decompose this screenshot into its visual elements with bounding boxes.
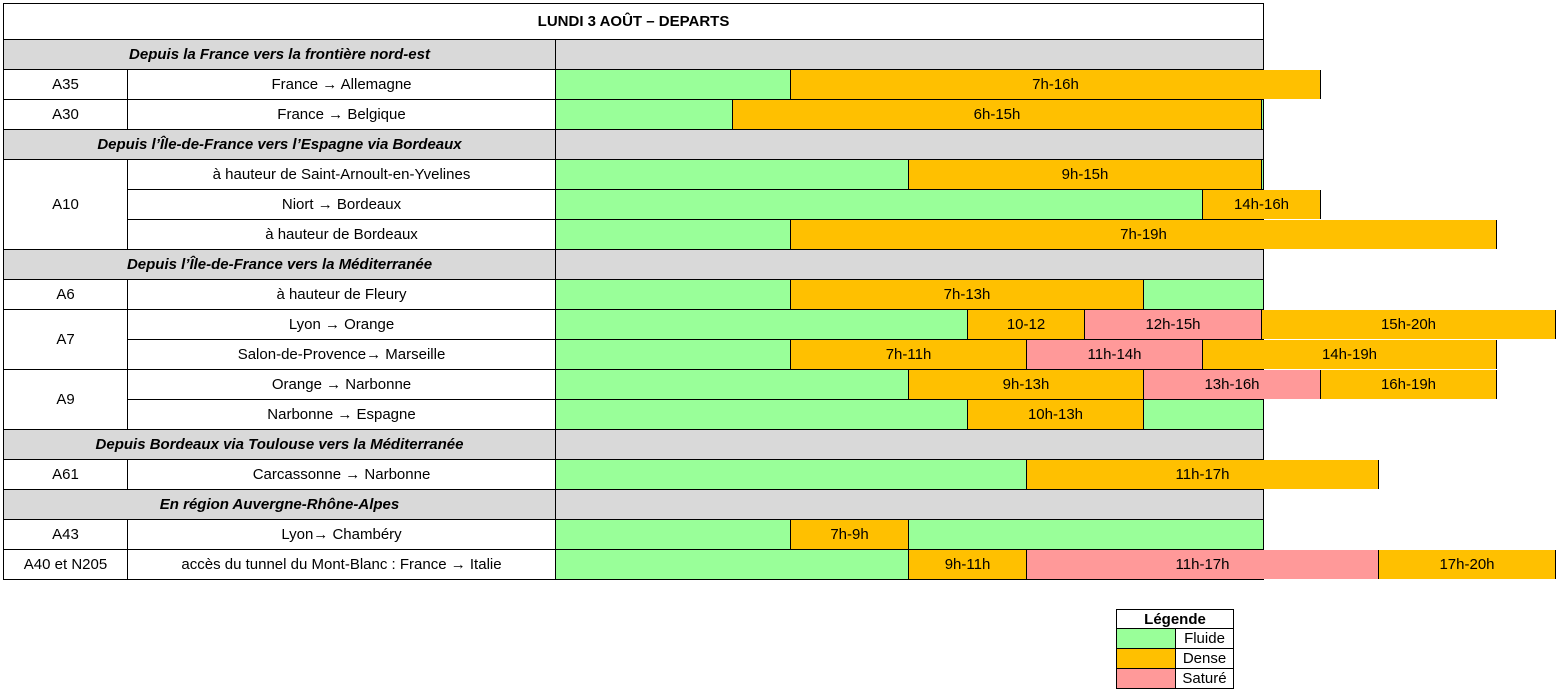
route-label: France → Belgique — [127, 99, 556, 130]
section-heading-fill — [555, 489, 1264, 520]
section-heading: Depuis Bordeaux via Toulouse vers la Méditerranée — [3, 429, 556, 460]
section-heading-fill — [555, 39, 1264, 70]
section-heading: Depuis la France vers la frontière nord-est — [3, 39, 556, 70]
dense-period: 7h-11h — [790, 340, 1027, 369]
route-label: à hauteur de Bordeaux — [127, 219, 556, 250]
route-label: Niort → Bordeaux — [127, 189, 556, 220]
legend-label: Dense — [1176, 649, 1234, 669]
road-name: A30 — [3, 99, 128, 130]
traffic-timeline — [555, 369, 1437, 400]
dense-period: 7h-19h — [790, 220, 1497, 249]
road-name: A40 et N205 — [3, 549, 128, 580]
dense-period: 9h-15h — [908, 160, 1262, 189]
route-label: Carcassonne → Narbonne — [127, 459, 556, 490]
legend-item-fluide — [1116, 629, 1234, 649]
section-heading: Depuis l’Île-de-France vers l’Espagne via Bordeaux — [3, 129, 556, 160]
road-name: A6 — [3, 279, 128, 310]
traffic-timeline — [555, 159, 1264, 190]
legend-swatch-fluide — [1116, 629, 1176, 649]
dense-period: 7h-16h — [790, 70, 1321, 99]
legend-label: Saturé — [1176, 669, 1234, 689]
traffic-timeline — [555, 189, 1290, 220]
route-label: France → Allemagne — [127, 69, 556, 100]
saturated-period: 11h-14h — [1026, 340, 1203, 369]
dense-period: 7h-9h — [790, 520, 909, 549]
dense-period: 11h-17h — [1026, 460, 1379, 489]
road-name: A9 — [3, 369, 128, 430]
traffic-timeline — [555, 309, 1437, 340]
dense-period: 14h-16h — [1202, 190, 1321, 219]
legend-item-sature — [1116, 669, 1234, 689]
traffic-timeline — [555, 399, 1264, 430]
dense-period: 7h-13h — [790, 280, 1144, 309]
dense-period: 9h-13h — [908, 370, 1144, 399]
route-label: Orange → Narbonne — [127, 369, 556, 400]
saturated-period: 11h-17h — [1026, 550, 1379, 579]
traffic-timeline — [555, 279, 1264, 310]
route-label: à hauteur de Saint-Arnoult-en-Yvelines — [127, 159, 556, 190]
section-heading: Depuis l’Île-de-France vers la Méditerranée — [3, 249, 556, 280]
route-label: à hauteur de Fleury — [127, 279, 556, 310]
route-label: accès du tunnel du Mont-Blanc : France → Italie — [127, 549, 556, 580]
legend-swatch-dense — [1116, 649, 1176, 669]
saturated-period: 13h-16h — [1143, 370, 1321, 399]
road-name: A10 — [3, 159, 128, 250]
dense-period: 9h-11h — [908, 550, 1027, 579]
section-heading-fill — [555, 249, 1264, 280]
section-heading-fill — [555, 129, 1264, 160]
legend — [1116, 609, 1234, 689]
traffic-timeline — [555, 69, 1264, 100]
road-name: A35 — [3, 69, 128, 100]
dense-period: 6h-15h — [732, 100, 1262, 129]
page-title: LUNDI 3 AOÛT – DEPARTS — [3, 3, 1264, 40]
legend-item-dense — [1116, 649, 1234, 669]
road-name: A7 — [3, 309, 128, 370]
traffic-timeline — [555, 549, 1495, 580]
legend-title: Légende — [1116, 609, 1234, 629]
route-label: Lyon→ Chambéry — [127, 519, 556, 550]
route-label: Salon-de-Provence→ Marseille — [127, 339, 556, 370]
saturated-period: 12h-15h — [1084, 310, 1262, 339]
section-heading: En région Auvergne-Rhône-Alpes — [3, 489, 556, 520]
dense-period: 10-12 — [967, 310, 1085, 339]
dense-period: 14h-19h — [1202, 340, 1497, 369]
traffic-timeline — [555, 219, 1264, 250]
route-label: Narbonne → Espagne — [127, 399, 556, 430]
legend-swatch-sature — [1116, 669, 1176, 689]
dense-period: 17h-20h — [1378, 550, 1556, 579]
road-name: A43 — [3, 519, 128, 550]
road-name: A61 — [3, 459, 128, 490]
legend-label: Fluide — [1176, 629, 1234, 649]
dense-period: 16h-19h — [1320, 370, 1497, 399]
dense-period: 10h-13h — [967, 400, 1144, 429]
route-label: Lyon → Orange — [127, 309, 556, 340]
section-heading-fill — [555, 429, 1264, 460]
dense-period: 15h-20h — [1261, 310, 1556, 339]
traffic-timeline — [555, 339, 1378, 370]
traffic-timeline — [555, 99, 1264, 130]
traffic-timeline — [555, 519, 1264, 550]
traffic-timeline — [555, 459, 1264, 490]
